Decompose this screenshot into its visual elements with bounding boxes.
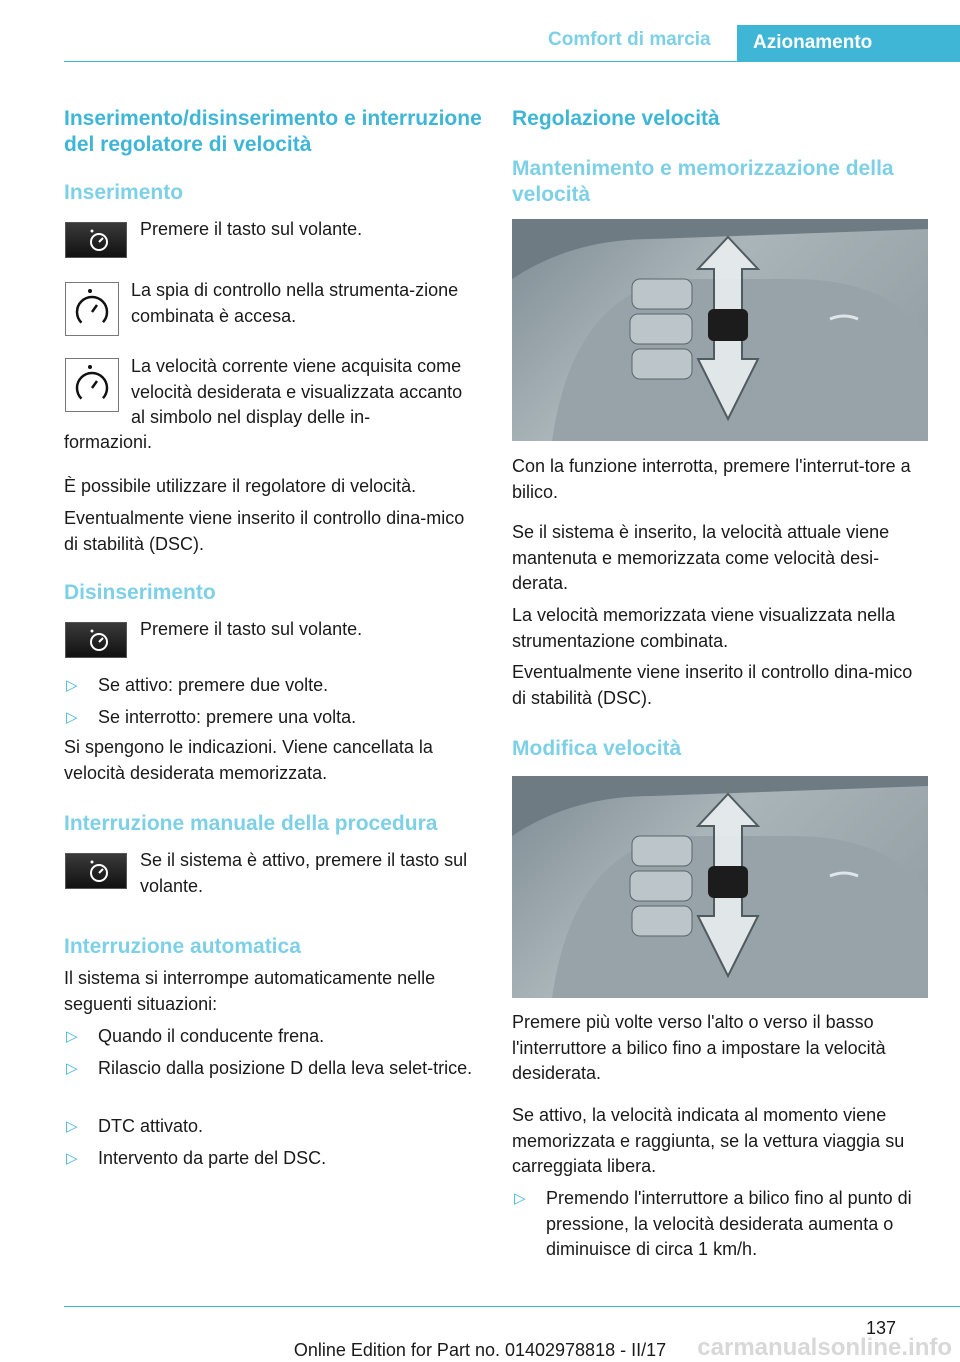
r-p4: Eventualmente viene inserito il controllo dina-mico di stabilità (DSC). <box>512 662 913 708</box>
list-item: ▷ DTC attivato. <box>64 1114 203 1140</box>
inserimento-heading: Inserimento <box>64 181 184 204</box>
ins-p3b: formazioni. <box>64 432 153 452</box>
change-speed-heading: Modifica velocità <box>512 737 682 760</box>
bullet-triangle-icon: ▷ <box>66 1150 78 1167</box>
speed-regulation-title: Regolazione velocità <box>512 107 720 130</box>
cruise-control-button-icon <box>65 222 127 258</box>
list-item: ▷ Premendo l'interruttore a bilico fino al punto di pressione, la velocità desiderata aumenta o diminuisce di circa 1 km/h. <box>514 1188 912 1259</box>
bullet-triangle-icon: ▷ <box>66 1028 78 1045</box>
list-item: ▷ Intervento da parte del DSC. <box>64 1146 326 1172</box>
bullet-triangle-icon: ▷ <box>514 1190 526 1207</box>
header-chapter: Azionamento <box>737 25 960 61</box>
edition-note: Online Edition for Part no. 01402978818 - II/17 <box>293 1340 667 1360</box>
list-item: ▷ Rilascio dalla posizione D della leva selet-trice. <box>64 1056 474 1082</box>
ins-p5: Eventualmente viene inserito il controllo dina-mico di stabilità (DSC). <box>64 508 465 554</box>
r-p3: La velocità memorizzata viene visualizzata nella strumentazione combinata. <box>512 605 896 651</box>
dis-p2: Si spengono le indicazioni. Viene cancellata la velocità desiderata memorizzata. <box>64 737 433 783</box>
cruise-control-button-icon <box>65 853 127 889</box>
r-p2: Se il sistema è inserito, la velocità attuale viene mantenuta e memorizzata come velocità desi-derata. <box>512 522 890 593</box>
speedometer-indicator-icon <box>65 282 119 336</box>
bullet-triangle-icon: ▷ <box>66 677 78 694</box>
header-section: Comfort di marcia <box>548 29 711 50</box>
bullet-triangle-icon: ▷ <box>66 1060 78 1077</box>
auto-p1: Il sistema si interrompe automaticamente nelle seguenti situazioni: <box>64 968 436 1014</box>
maintain-speed-heading: Mantenimento e memorizzazione della velocità <box>512 157 894 206</box>
manual-interrupt-heading: Interruzione manuale della procedura <box>64 812 438 835</box>
footer-rule <box>64 1306 960 1307</box>
speedometer-set-icon <box>65 358 119 412</box>
cruise-control-button-icon <box>65 622 127 658</box>
auto-interrupt-heading: Interruzione automatica <box>64 935 301 958</box>
section-title: Inserimento/disinserimento e interruzione del regolatore di velocità <box>64 107 482 156</box>
steering-wheel-rocker-image <box>512 219 928 441</box>
list-item: ▷ Quando il conducente frena. <box>64 1024 324 1050</box>
ins-p1: Premere il tasto sul volante. <box>140 219 363 239</box>
disinserimento-heading: Disinserimento <box>64 581 216 604</box>
list-item: ▷ Se interrotto: premere una volta. <box>64 705 356 731</box>
r-p6: Se attivo, la velocità indicata al momento viene memorizzata e raggiunta, se la vettura viaggia su carreggiata libera. <box>512 1105 905 1176</box>
list-item: ▷ Se attivo: premere due volte. <box>64 673 328 699</box>
ins-p2: La spia di controllo nella strumenta-zione combinata è accesa. <box>131 280 459 326</box>
bullet-triangle-icon: ▷ <box>66 709 78 726</box>
dis-p1: Premere il tasto sul volante. <box>140 619 363 639</box>
r-p5: Premere più volte verso l'alto o verso il basso l'interruttore a bilico fino a impostare la velocità desiderata. <box>512 1012 886 1083</box>
r-p1: Con la funzione interrotta, premere l'interrut-tore a bilico. <box>512 456 911 502</box>
man-p1: Se il sistema è attivo, premere il tasto sul volante. <box>140 850 468 896</box>
page-number: 137 <box>865 1318 896 1338</box>
header-rule <box>64 61 960 62</box>
ins-p4: È possibile utilizzare il regolatore di velocità. <box>64 476 417 496</box>
ins-p3a: La velocità corrente viene acquisita come velocità desiderata e visualizzata accanto al simbolo nel display delle in- <box>131 356 463 427</box>
steering-wheel-rocker-image <box>512 776 928 998</box>
watermark: carmanualsonline.info <box>697 1334 952 1361</box>
bullet-triangle-icon: ▷ <box>66 1118 78 1135</box>
